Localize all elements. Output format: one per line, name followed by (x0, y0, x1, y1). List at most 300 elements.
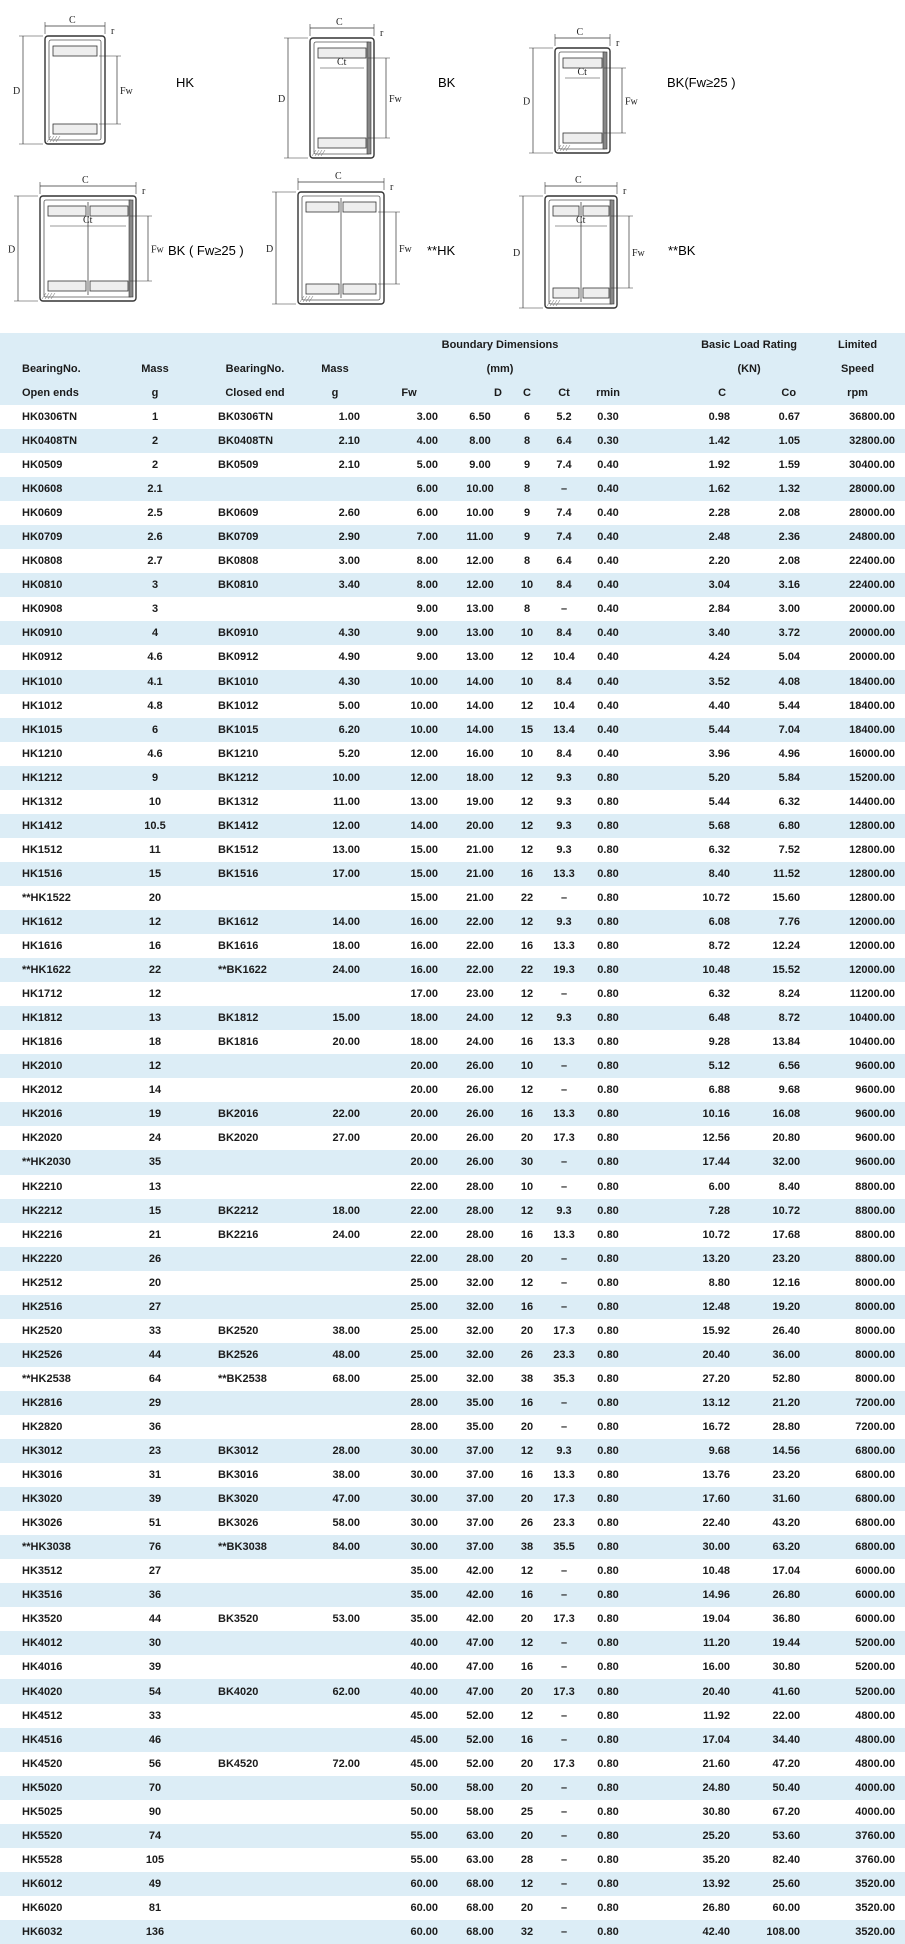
table-cell: 2.08 (778, 507, 801, 520)
diagram-3-dim-fw-text: Fw (151, 244, 164, 256)
table-cell: 0.80 (597, 1420, 619, 1433)
table-cell: 47.20 (772, 1757, 801, 1770)
table-row (0, 1126, 905, 1150)
table-cell: HK0408TN (22, 435, 78, 448)
table-cell: 10.72 (702, 1228, 731, 1241)
table-cell: 8.00 (416, 555, 438, 568)
table-cell: BK1312 (218, 795, 259, 808)
spacer-cell (190, 1583, 210, 1607)
table-cell (210, 1415, 300, 1439)
diagram-3-roller-top-left (48, 206, 86, 216)
table-cell: 0.80 (597, 1469, 619, 1482)
table-cell: 17.00 (332, 867, 360, 880)
table-cell: 0.80 (597, 1445, 619, 1458)
table-cell: 13 (148, 1012, 162, 1025)
table-cell: 3760.00 (855, 1829, 896, 1842)
table-cell: 39 (148, 1493, 162, 1506)
spacer-cell (630, 1343, 668, 1367)
spacer-cell (630, 1054, 668, 1078)
table-cell: 9600.00 (855, 1108, 896, 1121)
table-cell: 12 (148, 988, 162, 1001)
table-cell: 25.00 (410, 1300, 438, 1313)
table-cell: 0.80 (597, 1204, 619, 1217)
header-co: Co (781, 387, 797, 399)
table-cell: 12.00 (466, 555, 494, 568)
table-cell (300, 1054, 370, 1078)
table-cell: 17.04 (772, 1565, 801, 1578)
table-cell: 6.00 (416, 483, 438, 496)
table-cell: 3.00 (416, 411, 438, 424)
table-cell: HK6020 (22, 1901, 63, 1914)
table-cell: 22 (520, 964, 534, 977)
table-cell: 28.00 (466, 1180, 494, 1193)
table-cell: HK1812 (22, 1012, 63, 1025)
table-cell: 4 (151, 627, 159, 640)
table-cell: 8.00 (469, 435, 491, 448)
table-cell (300, 1655, 370, 1679)
table-cell: 10400.00 (849, 1036, 896, 1049)
spacer-cell (630, 525, 668, 549)
spacer-cell (630, 790, 668, 814)
table-cell: 20000.00 (849, 603, 896, 616)
table-cell (210, 1728, 300, 1752)
spacer-cell (630, 1896, 668, 1920)
table-cell: 20 (520, 1829, 534, 1842)
table-cell: 16 (520, 1661, 534, 1674)
table-cell: BK2016 (218, 1108, 259, 1121)
table-cell: 0.98 (708, 411, 731, 424)
diagram-4-roller-top-right (343, 202, 376, 212)
table-cell: 0.80 (597, 1877, 619, 1890)
table-cell: 50.00 (410, 1805, 438, 1818)
spacer-cell (190, 1920, 210, 1944)
table-cell: HK2216 (22, 1228, 63, 1241)
table-cell: 5.20 (708, 771, 731, 784)
spacer-cell (630, 1920, 668, 1944)
table-cell (300, 1391, 370, 1415)
table-cell: 12 (520, 988, 534, 1001)
table-cell: 26.80 (772, 1589, 801, 1602)
table-cell: 4.08 (778, 675, 801, 688)
table-cell (210, 1583, 300, 1607)
table-cell: 12 (520, 1709, 534, 1722)
table-cell: 20 (520, 1132, 534, 1145)
table-cell: 23 (148, 1445, 162, 1458)
table-row (0, 645, 905, 669)
spacer-cell (190, 501, 210, 525)
table-cell: 38 (520, 1541, 534, 1554)
spacer-cell (190, 573, 210, 597)
table-row (0, 573, 905, 597)
table-cell: 12 (520, 1445, 534, 1458)
spacer-cell (190, 405, 210, 429)
table-cell: 17.44 (702, 1156, 731, 1169)
table-cell: 4.6 (147, 651, 163, 664)
spacer-cell (630, 694, 668, 718)
table-cell: 53.60 (772, 1829, 801, 1842)
table-row (0, 1054, 905, 1078)
table-cell: 4.1 (147, 675, 163, 688)
table-cell: 19.3 (553, 964, 575, 977)
table-cell: 10400.00 (849, 1012, 896, 1025)
table-cell: 11 (149, 843, 161, 856)
table-row (0, 1367, 905, 1391)
table-cell: 21.60 (702, 1757, 731, 1770)
table-cell: 30.00 (410, 1469, 438, 1482)
spacer-cell (630, 1223, 668, 1247)
spacer-cell (630, 1006, 668, 1030)
diagram-3-roller-bottom-right (90, 281, 128, 291)
table-cell: 12 (520, 795, 534, 808)
table-cell: 16 (520, 1733, 534, 1746)
table-cell: 13.3 (553, 867, 575, 880)
spacer-cell (630, 1607, 668, 1631)
table-cell: 6.20 (338, 723, 360, 736)
table-cell: 35 (148, 1156, 162, 1169)
table-cell: HK4520 (22, 1757, 63, 1770)
table-cell: 27 (148, 1300, 162, 1313)
header-load-unit: (KN) (737, 363, 761, 375)
table-cell: 9600.00 (855, 1156, 896, 1169)
spacer-cell (630, 814, 668, 838)
diagram-5-roller-bottom-right (583, 288, 609, 298)
table-cell: 0.40 (597, 531, 619, 544)
table-cell (210, 477, 300, 501)
spacer-cell (190, 1223, 210, 1247)
table-cell: BK0709 (218, 531, 259, 544)
table-cell: 2.90 (338, 531, 360, 544)
table-cell: – (560, 1925, 568, 1938)
table-cell: 8000.00 (855, 1348, 896, 1361)
table-row (0, 1631, 905, 1655)
table-cell: 4.8 (147, 699, 163, 712)
table-cell: 28.00 (410, 1420, 438, 1433)
table-cell: 6800.00 (855, 1493, 896, 1506)
spacer-cell (190, 670, 210, 694)
bearing-diagrams (0, 0, 835, 332)
table-cell (300, 1559, 370, 1583)
table-cell: 13.3 (553, 1036, 575, 1049)
spacer-cell (630, 1439, 668, 1463)
spacer-cell (630, 1655, 668, 1679)
spacer-cell (630, 1102, 668, 1126)
table-cell: 8 (523, 435, 531, 448)
table-cell: 68.00 (466, 1877, 494, 1890)
table-row (0, 1487, 905, 1511)
table-cell: BK4020 (218, 1685, 259, 1698)
table-cell: 8.40 (708, 867, 731, 880)
table-cell: 9.3 (556, 771, 572, 784)
header-rmin: rmin (596, 387, 620, 399)
table-cell: 0.30 (597, 411, 619, 424)
table-cell: 28.00 (466, 1252, 494, 1265)
spacer-cell (630, 1631, 668, 1655)
table-cell: BK1412 (218, 819, 259, 832)
table-cell: 44 (148, 1613, 162, 1626)
table-cell: 18 (148, 1036, 162, 1049)
table-cell: 0.80 (597, 1829, 619, 1842)
spacer-cell (190, 910, 210, 934)
table-cell: 55.00 (410, 1853, 438, 1866)
table-cell (300, 1704, 370, 1728)
table-cell: – (560, 1661, 568, 1674)
table-cell: HK0306TN (22, 411, 78, 424)
table-cell: 0.80 (597, 1012, 619, 1025)
diagram-5-dim-c-text: C (575, 175, 582, 186)
diagram-3-roller-bottom-left (48, 281, 86, 291)
table-cell: 17.68 (772, 1228, 801, 1241)
table-cell: 47.00 (466, 1685, 494, 1698)
diagram-4-roller-bottom-left (306, 284, 339, 294)
table-cell: 3.96 (708, 747, 731, 760)
table-cell: 13.00 (466, 603, 494, 616)
table-cell: – (560, 1300, 568, 1313)
table-cell: 23.3 (553, 1517, 575, 1530)
table-cell: 0.80 (597, 1348, 619, 1361)
table-cell: 5.44 (778, 699, 801, 712)
table-cell (210, 1559, 300, 1583)
table-cell: 3520.00 (855, 1925, 896, 1938)
table-cell: HK1015 (22, 723, 63, 736)
table-cell: 0.80 (597, 1084, 619, 1097)
spacer-cell (630, 1728, 668, 1752)
table-cell: 10.4 (553, 699, 575, 712)
table-cell: 6.50 (469, 411, 491, 424)
spacer-cell (630, 549, 668, 573)
table-cell: 41.60 (772, 1685, 801, 1698)
table-cell: 10.48 (702, 1565, 731, 1578)
spacer-cell (190, 1247, 210, 1271)
table-cell: 24800.00 (849, 531, 896, 544)
table-cell: 12 (520, 819, 534, 832)
diagram-5-dim-ct-text: Ct (576, 215, 586, 226)
spacer-cell (190, 597, 210, 621)
table-cell: 0.80 (597, 1565, 619, 1578)
table-cell: 16 (520, 1228, 534, 1241)
table-row (0, 1583, 905, 1607)
spacer-cell (190, 1463, 210, 1487)
table-cell: 20 (520, 1781, 534, 1794)
table-cell: 1.05 (778, 435, 801, 448)
table-cell: HK1312 (22, 795, 63, 808)
table-cell: HK3026 (22, 1517, 63, 1530)
spacer-cell (630, 838, 668, 862)
spacer-cell (190, 1800, 210, 1824)
table-cell: 0.80 (597, 1781, 619, 1794)
table-cell: 48.00 (332, 1348, 360, 1361)
table-cell: 50.40 (772, 1781, 801, 1794)
table-cell: 22 (148, 964, 162, 977)
table-cell: 30400.00 (849, 459, 896, 472)
table-cell: 20.00 (410, 1084, 438, 1097)
table-cell: 0.40 (597, 459, 619, 472)
table-cell: 15200.00 (849, 771, 896, 784)
diagram-label-hk: HK (176, 75, 195, 90)
table-cell (210, 1175, 300, 1199)
spacer-cell (630, 862, 668, 886)
table-cell: 2.6 (147, 531, 163, 544)
table-cell: 17.00 (410, 988, 438, 1001)
header-c: C (523, 387, 531, 399)
table-cell: 14.56 (772, 1445, 801, 1458)
table-row (0, 670, 905, 694)
table-cell: 35.00 (466, 1396, 494, 1409)
table-cell: 8.00 (416, 579, 438, 592)
spacer-cell (190, 1150, 210, 1174)
table-cell: 17.3 (553, 1132, 575, 1145)
diagram-0-dim-r-text: r (111, 26, 115, 37)
diagram-0-roller-top (53, 46, 97, 56)
table-cell: **HK1622 (22, 964, 71, 977)
table-row (0, 886, 905, 910)
table-cell: 8000.00 (855, 1300, 896, 1313)
table-cell: 0.40 (597, 603, 619, 616)
table-cell: 42.00 (466, 1589, 494, 1602)
table-row (0, 910, 905, 934)
table-cell (300, 982, 370, 1006)
table-cell: 2.20 (708, 555, 731, 568)
table-cell: 2.08 (778, 555, 801, 568)
table-row (0, 958, 905, 982)
table-cell: 26.00 (466, 1156, 494, 1169)
table-cell: 40.00 (410, 1685, 438, 1698)
diagram-5-dim-r-text: r (623, 186, 627, 197)
table-cell: 27.00 (332, 1132, 360, 1145)
table-cell: HK0808 (22, 555, 63, 568)
table-cell: 12 (520, 916, 534, 928)
spacer-cell (190, 1102, 210, 1126)
diagram-5-dim-d-text: D (513, 248, 521, 259)
table-cell: – (560, 1637, 568, 1650)
spacer-cell (190, 1631, 210, 1655)
spacer-cell (190, 477, 210, 501)
table-cell: 5.12 (708, 1060, 731, 1073)
table-cell: 7200.00 (855, 1396, 896, 1409)
table-cell: 13.3 (553, 1228, 575, 1241)
table-cell: HK3020 (22, 1493, 63, 1506)
table-cell: 2 (151, 435, 159, 448)
table-cell: 20.40 (702, 1348, 731, 1361)
header-fw: Fw (401, 387, 417, 399)
table-cell: 13 (148, 1180, 162, 1193)
table-cell: 10.5 (144, 819, 166, 832)
table-cell (210, 1872, 300, 1896)
table-cell (210, 597, 300, 621)
table-cell (300, 1271, 370, 1295)
table-cell: 30.00 (410, 1493, 438, 1506)
table-row (0, 982, 905, 1006)
table-cell (210, 886, 300, 910)
spacer-cell (630, 1872, 668, 1896)
table-cell: 23.20 (772, 1252, 801, 1265)
table-cell: 12800.00 (849, 891, 896, 904)
diagram-2-dim-r-text: r (616, 38, 620, 49)
table-cell: HK4016 (22, 1661, 63, 1674)
table-cell: 22.00 (332, 1108, 360, 1121)
table-cell: 12 (520, 1084, 534, 1097)
table-cell: 14.00 (410, 819, 438, 832)
table-cell: – (560, 1733, 568, 1746)
table-cell: 30 (148, 1637, 162, 1650)
table-cell (300, 597, 370, 621)
table-cell: 29 (148, 1396, 162, 1409)
table-cell: 9.00 (469, 459, 491, 472)
table-cell: 13.00 (332, 843, 360, 856)
diagram-3-dim-r-text: r (142, 186, 146, 197)
spacer-cell (190, 934, 210, 958)
table-cell: 6 (151, 723, 159, 736)
table-cell: 4.6 (147, 747, 163, 760)
table-cell: 15.52 (772, 964, 801, 977)
table-cell: 45.00 (410, 1733, 438, 1746)
table-cell: 6.48 (708, 1012, 731, 1025)
spacer-cell (630, 477, 668, 501)
table-cell: 38 (520, 1372, 534, 1385)
table-cell: 27.20 (702, 1372, 731, 1385)
table-cell: 16.00 (466, 747, 494, 760)
table-cell: – (560, 1060, 568, 1073)
table-cell: 0.40 (597, 699, 619, 712)
table-cell: 2 (151, 459, 159, 472)
table-cell: 9.00 (416, 603, 438, 616)
table-cell: BK0609 (218, 507, 259, 520)
spacer-cell (630, 886, 668, 910)
table-cell: 52.00 (466, 1709, 494, 1722)
table-cell: 4.90 (338, 651, 360, 664)
table-cell: 12 (148, 1060, 162, 1073)
table-cell: 17.60 (702, 1493, 731, 1506)
table-cell: 10 (520, 1180, 534, 1193)
table-cell: 31 (148, 1469, 162, 1482)
table-cell: 22.00 (410, 1252, 438, 1265)
table-row (0, 1559, 905, 1583)
table-row (0, 790, 905, 814)
header-mass-2: Mass (321, 363, 349, 375)
table-cell (210, 1391, 300, 1415)
table-cell: 90 (148, 1805, 162, 1818)
table-cell: 10.4 (553, 651, 575, 664)
table-cell: 5.44 (708, 723, 731, 736)
table-cell (300, 1776, 370, 1800)
table-cell: 16 (520, 1108, 534, 1121)
table-cell: 12 (520, 1877, 534, 1890)
table-cell: 22.40 (702, 1517, 731, 1530)
table-cell: 37.00 (466, 1445, 494, 1458)
table-cell: 16 (520, 1589, 534, 1602)
table-cell: 72.00 (332, 1757, 360, 1770)
table-cell: 54 (148, 1685, 162, 1698)
diagram-4-dim-d-text: D (266, 244, 274, 255)
table-cell: 63.00 (466, 1853, 494, 1866)
table-cell: 6000.00 (855, 1613, 896, 1626)
table-cell: 39 (148, 1661, 162, 1674)
spacer-cell (190, 1824, 210, 1848)
table-cell: – (560, 1589, 568, 1602)
table-cell: 3.04 (708, 579, 731, 592)
table-row (0, 1223, 905, 1247)
table-cell: 136 (145, 1925, 165, 1938)
table-cell: 17.3 (553, 1613, 575, 1626)
table-cell: BK1516 (218, 867, 259, 880)
table-cell: 15 (148, 1204, 162, 1217)
spacer-cell (630, 1559, 668, 1583)
table-cell: 46 (148, 1733, 162, 1746)
table-cell: 5.20 (338, 747, 360, 760)
table-cell: 0.80 (597, 1036, 619, 1049)
table-cell: 9.3 (556, 916, 572, 928)
table-row (0, 1150, 905, 1174)
table-cell: 52.80 (772, 1372, 801, 1385)
